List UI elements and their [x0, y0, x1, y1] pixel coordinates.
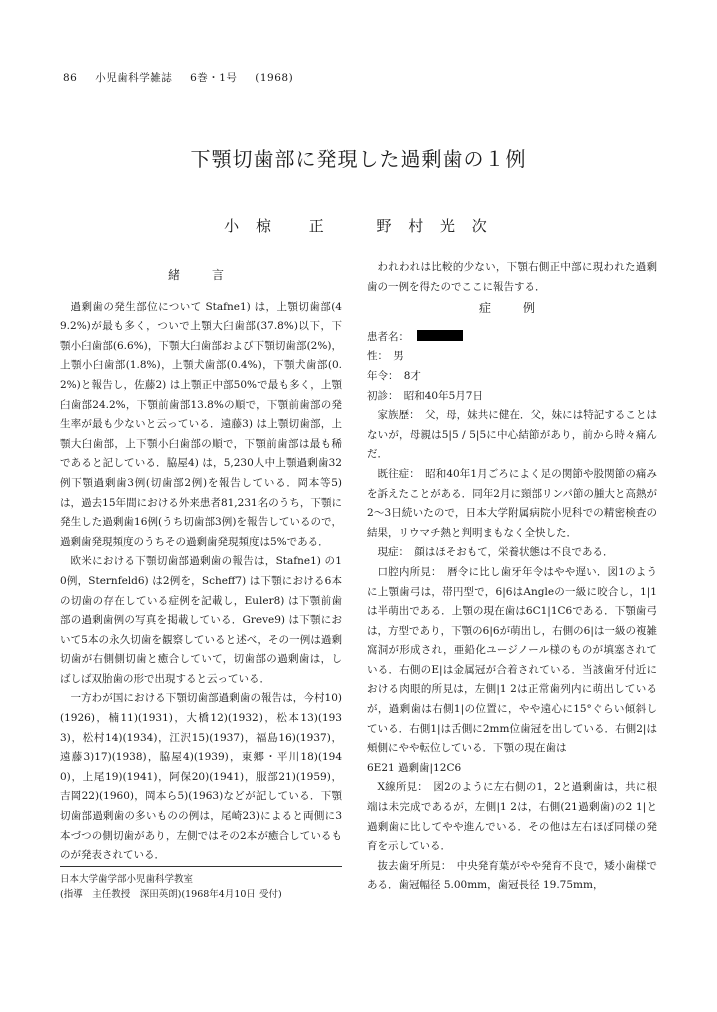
extracted-tooth-findings: 抜去歯牙所見： 中央発育葉がやや発育不良で，矮小歯様である．歯冠幅径 5.00mm，歯冠長径 19.75mm， — [367, 859, 657, 892]
lower-teeth-formula: 6E21 過剰歯|12C6 — [367, 761, 462, 774]
patient-name-field — [367, 328, 657, 348]
age-field: 年令： 8才 — [367, 369, 421, 382]
oral-findings: 口腔内所見： 暦令に比し歯牙年令はやや遅い．図1のように上顎歯弓は，帯円型で，6|6はAngleの一級に咬合し，1|1は半萌出である．上顎の現在歯は6C1|1C6である．下顎歯弓は，方型であり，下顎の6|6が萌出し，右側の6|は一級の複雑窩洞が形成され，亜鉛化ユージノール様のものが填塞されている．右側のE|は金属冠が合着されている．当該歯牙付近における肉眼的所見は，左側|1 2は正常歯列内に萌出しているが，過剰歯は右側1|の位置に，やや遠心に15°ぐらい傾斜している．右側1|は舌側に2mm位歯冠を出している．右側2|は頰側にやや転位している．下顎の現在歯は — [367, 565, 657, 755]
affiliation-line: 日本大学歯学部小児歯科学教室 — [60, 874, 194, 885]
author-name: 野 村 光 次 — [376, 217, 493, 235]
affiliation-footnote — [60, 866, 342, 902]
affiliation-line: (指導 主任教授 深田英朗)(1968年4月10日 受付) — [60, 889, 282, 900]
author-list — [0, 215, 717, 236]
intro-paragraph: 一方わが国における下顎切歯部過剰歯の報告は，今村10)(1926)，楠11)(1931)，大橋12)(1932)，松本13)(1933)，松村14)(1934)，江沢15)(1937)，福島16)(1937)，遠藤3)17)(1938)，脇屋4)(1939)，東郷・平川18)(1940)，上尾19)(1941)，阿保20)(1941)，服部21)(1959)，吉岡22)(1960)，岡本ら5)(1963)などが記している．下顎切歯部過剰歯の多いものの例は，尾崎23)によると両側に3本づつの側切歯があり，左側ではその2本が癒合しているものが発表されている． — [60, 692, 342, 862]
author-name: 小 椋 正 — [224, 217, 330, 235]
first-visit-field: 初診： 昭和40年5月7日 — [367, 389, 483, 402]
intro-paragraph: 欧米における下顎切歯部過剰歯の報告は，Stafne1) の10例，Sternfeld6) は2例を，Scheff7) は下顎における6本の切歯の存在している症例を記載し，Euler8) は下顎前歯部の過剰歯例の写真を掲載している．Greve9) は下顎において5本の永久切歯を観察していると述べ，その一例は過剰切歯が右側側切歯と癒合していて，切歯部の過剰歯は，しばしば双胎歯の形で出現すると云っている． — [60, 555, 342, 685]
journal-name: 小児歯科学雑誌 — [95, 72, 173, 84]
intro-paragraph: 過剰歯の発生部位について Stafne1) は，上顎切歯部(49.2%)が最も多く，ついで上顎大臼歯部(37.8%)以下，下顎小臼歯部(6.6%)，下顎大臼歯部および下顎切歯部(2%)，上顎小臼歯部(1.8%)，上顎犬歯部(0.4%)，下顎犬歯部(0.2%)と報告し，佐藤2) は上顎正中部50%で最も多く，上顎臼歯部24.2%，下顎前歯部13.8%の順で，下顎前歯部の発生率が最も少ないと云っている．遠藤3) は上顎切歯部，上顎大臼歯部，上下顎小臼歯部の順で，下顎前歯部は最も稀であると記している．脇屋4) は，5,230人中上顎過剰歯32例下顎過剰歯3例(切歯部2例)を報告している．岡本等5) は，過去15年間における外来患者81,231名のうち，下顎に発生した過剰歯16例(うち切歯部3例)を報告しているので，過剰歯発現頻度のうちその過剰歯発現頻度は5%である． — [60, 300, 342, 548]
present-condition: 現症： 顔はほそおもて，栄養状態は不良である． — [377, 546, 614, 559]
section-heading-intro: 緒 言 — [167, 268, 234, 282]
paper-title: 下顎切歯部に発現した過剰歯の１例 — [190, 147, 527, 171]
past-history: 既往症： 昭和40年1月ごろによく足の関節や股関節の痛みを訴えたことがある．同年2月に頸部リンパ節の腫大と高熱が2～3日続いたので，日本大学附属病院小児科での精密検査の結果，リウマチ熱と判明まもなく全快した． — [367, 467, 657, 539]
family-history: 家族歴： 父，母，妹共に健在．父，妹には特記することはないが，母親は5|5 / 5|5に中心結節があり，前から時々痛んだ． — [367, 409, 657, 461]
page-number: 86 — [63, 72, 78, 84]
left-column — [60, 258, 342, 866]
right-column — [367, 258, 657, 896]
running-header — [63, 70, 307, 85]
xray-findings: X線所見： 図2のように左右側の1，2と過剰歯は，共に根端は未完成であるが，左側|1 2は，右側(21過剰歯)の2 1|と過剰歯に比してやや進んでいる．その他は左右ほぼ同様の発育を示している． — [367, 781, 657, 853]
redaction-bar — [417, 330, 463, 341]
patient-label: 患者名： — [367, 330, 409, 343]
volume-issue: 6巻・1号 — [190, 72, 238, 84]
sex-field: 性： 男 — [367, 350, 404, 363]
purpose-paragraph: われわれは比較的少ない，下顎右側正中部に現われた過剰歯の一例を得たのでここに報告する． — [367, 261, 657, 293]
year: (1968) — [255, 72, 294, 84]
section-heading-case: 症 例 — [478, 301, 545, 316]
